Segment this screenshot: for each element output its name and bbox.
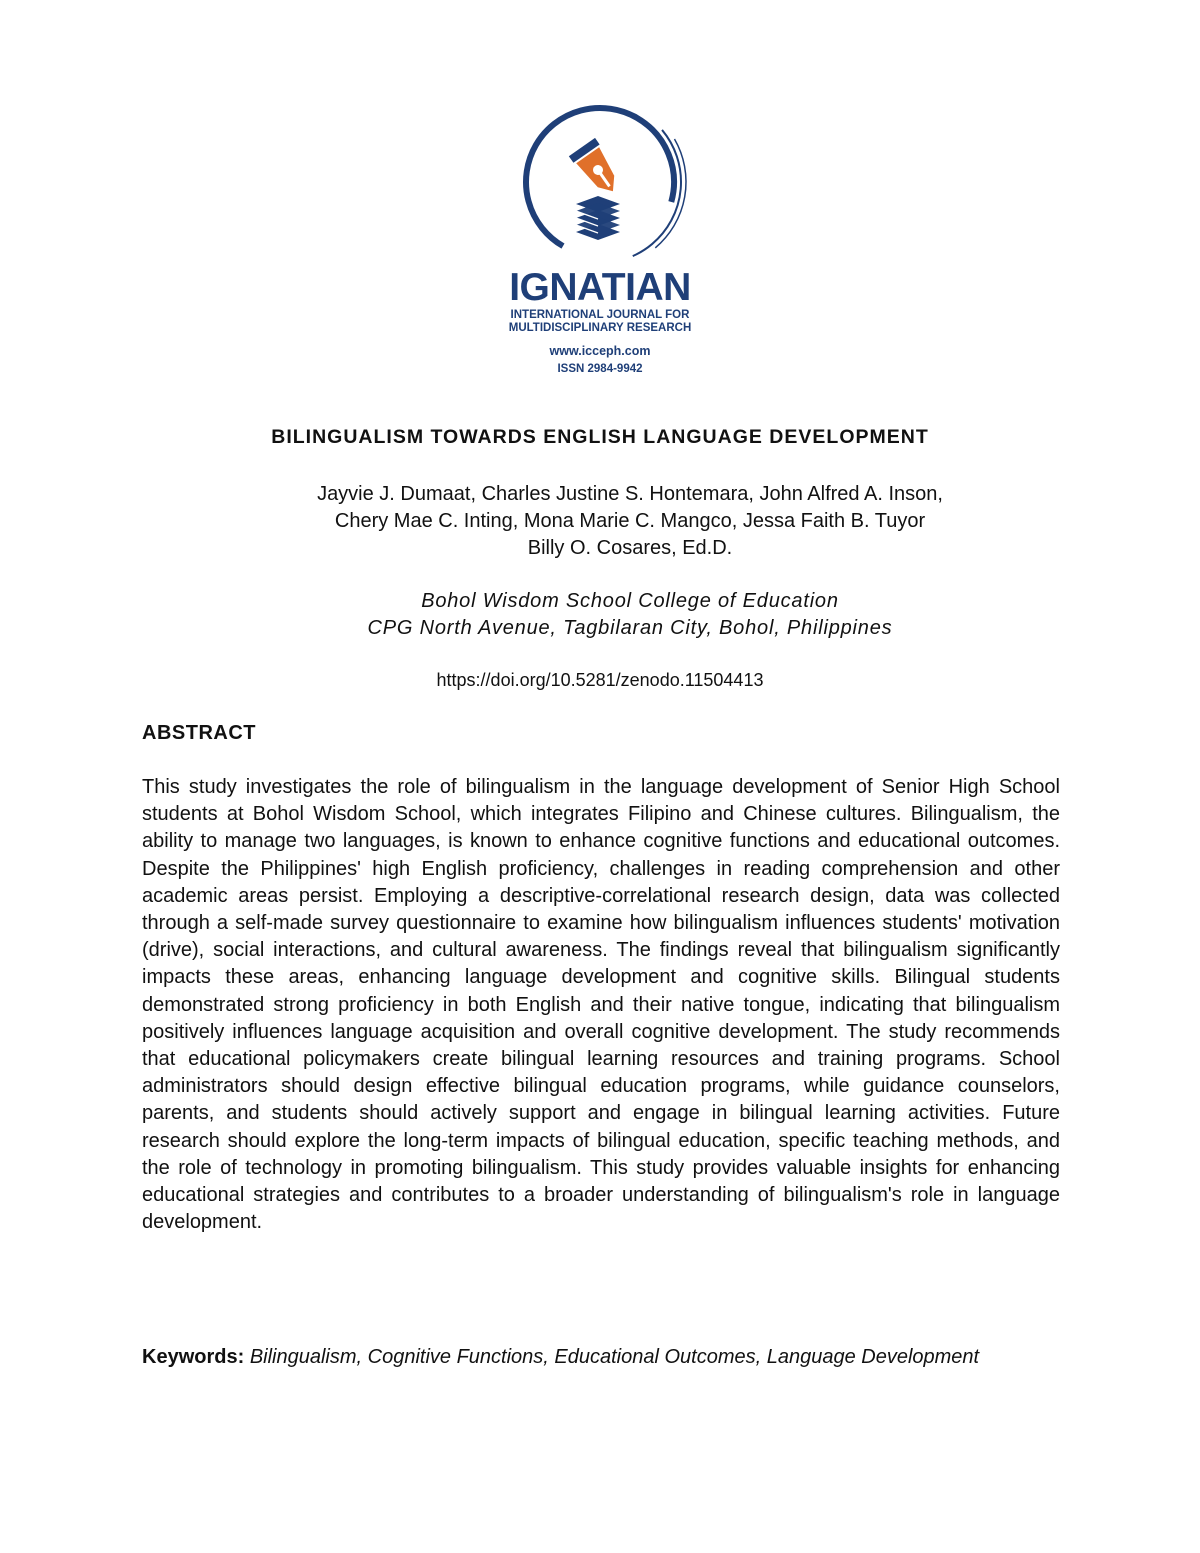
- author-list: [270, 481, 990, 562]
- journal-emblem-icon: [480, 100, 720, 270]
- journal-url: www.icceph.com: [549, 344, 651, 358]
- keywords-label: Keywords:: [142, 1346, 250, 1368]
- doi-link[interactable]: https://doi.org/10.5281/zenodo.11504413: [436, 670, 764, 690]
- author-line: Billy O. Cosares, Ed.D.: [527, 537, 733, 559]
- affiliation-line: Bohol Wisdom School College of Education: [421, 590, 839, 612]
- journal-logo-name: IGNATIAN: [509, 266, 691, 309]
- abstract-heading: ABSTRACT: [142, 722, 256, 744]
- abstract-body: This study investigates the role of bilingualism in the language development of Senior High School students at Bohol Wisdom School, which integrates Filipino and Chinese cultures. Bilingualism, the ability to manage two languages, is known to enhance cognitive functions and educational outcomes. Despite the Philippines' high English proficiency, challenges in reading comprehension and other academic areas persist. Employing a descriptive-correlational research design, data was collected through a self-made survey questionnaire to examine how bilingualism influences students' motivation (drive), social interactions, and cultural awareness. The findings reveal that bilingualism significantly impacts these areas, enhancing language development and cognitive skills. Bilingual students demonstrated strong proficiency in both English and their native tongue, indicating that bilingualism positively influences language acquisition and overall cognitive development. The study recommends that educational policymakers create bilingual learning resources and training programs. School administrators should design effective bilingual education programs, while guidance counselors, parents, and students should actively support and engage in bilingual learning activities. Future research should explore the long-term impacts of bilingual education, specific teaching methods, and the role of technology in promoting bilingualism. This study provides valuable insights for enhancing educational strategies and contributes to a broader understanding of bilingualism's role in language development.: [142, 776, 1060, 1234]
- journal-subtitle-line: MULTIDISCIPLINARY RESEARCH: [508, 322, 692, 334]
- keywords: [142, 1344, 1022, 1371]
- journal-issn: ISSN 2984-9942: [557, 363, 643, 375]
- journal-logo-subtitle: [480, 309, 720, 335]
- affiliation-line: CPG North Avenue, Tagbilaran City, Bohol, Philippines: [367, 617, 893, 639]
- author-line: Jayvie J. Dumaat, Charles Justine S. Hontemara, John Alfred A. Inson,: [317, 483, 943, 505]
- journal-subtitle-line: INTERNATIONAL JOURNAL FOR: [510, 309, 690, 321]
- journal-logo: [480, 100, 720, 375]
- author-line: Chery Mae C. Inting, Mona Marie C. Mangco, Jessa Faith B. Tuyor: [334, 510, 926, 532]
- keywords-values: Bilingualism, Cognitive Functions, Educational Outcomes, Language Development: [249, 1346, 980, 1368]
- paper-title: BILINGUALISM TOWARDS ENGLISH LANGUAGE DEVELOPMENT: [271, 426, 929, 448]
- affiliation: [270, 588, 990, 642]
